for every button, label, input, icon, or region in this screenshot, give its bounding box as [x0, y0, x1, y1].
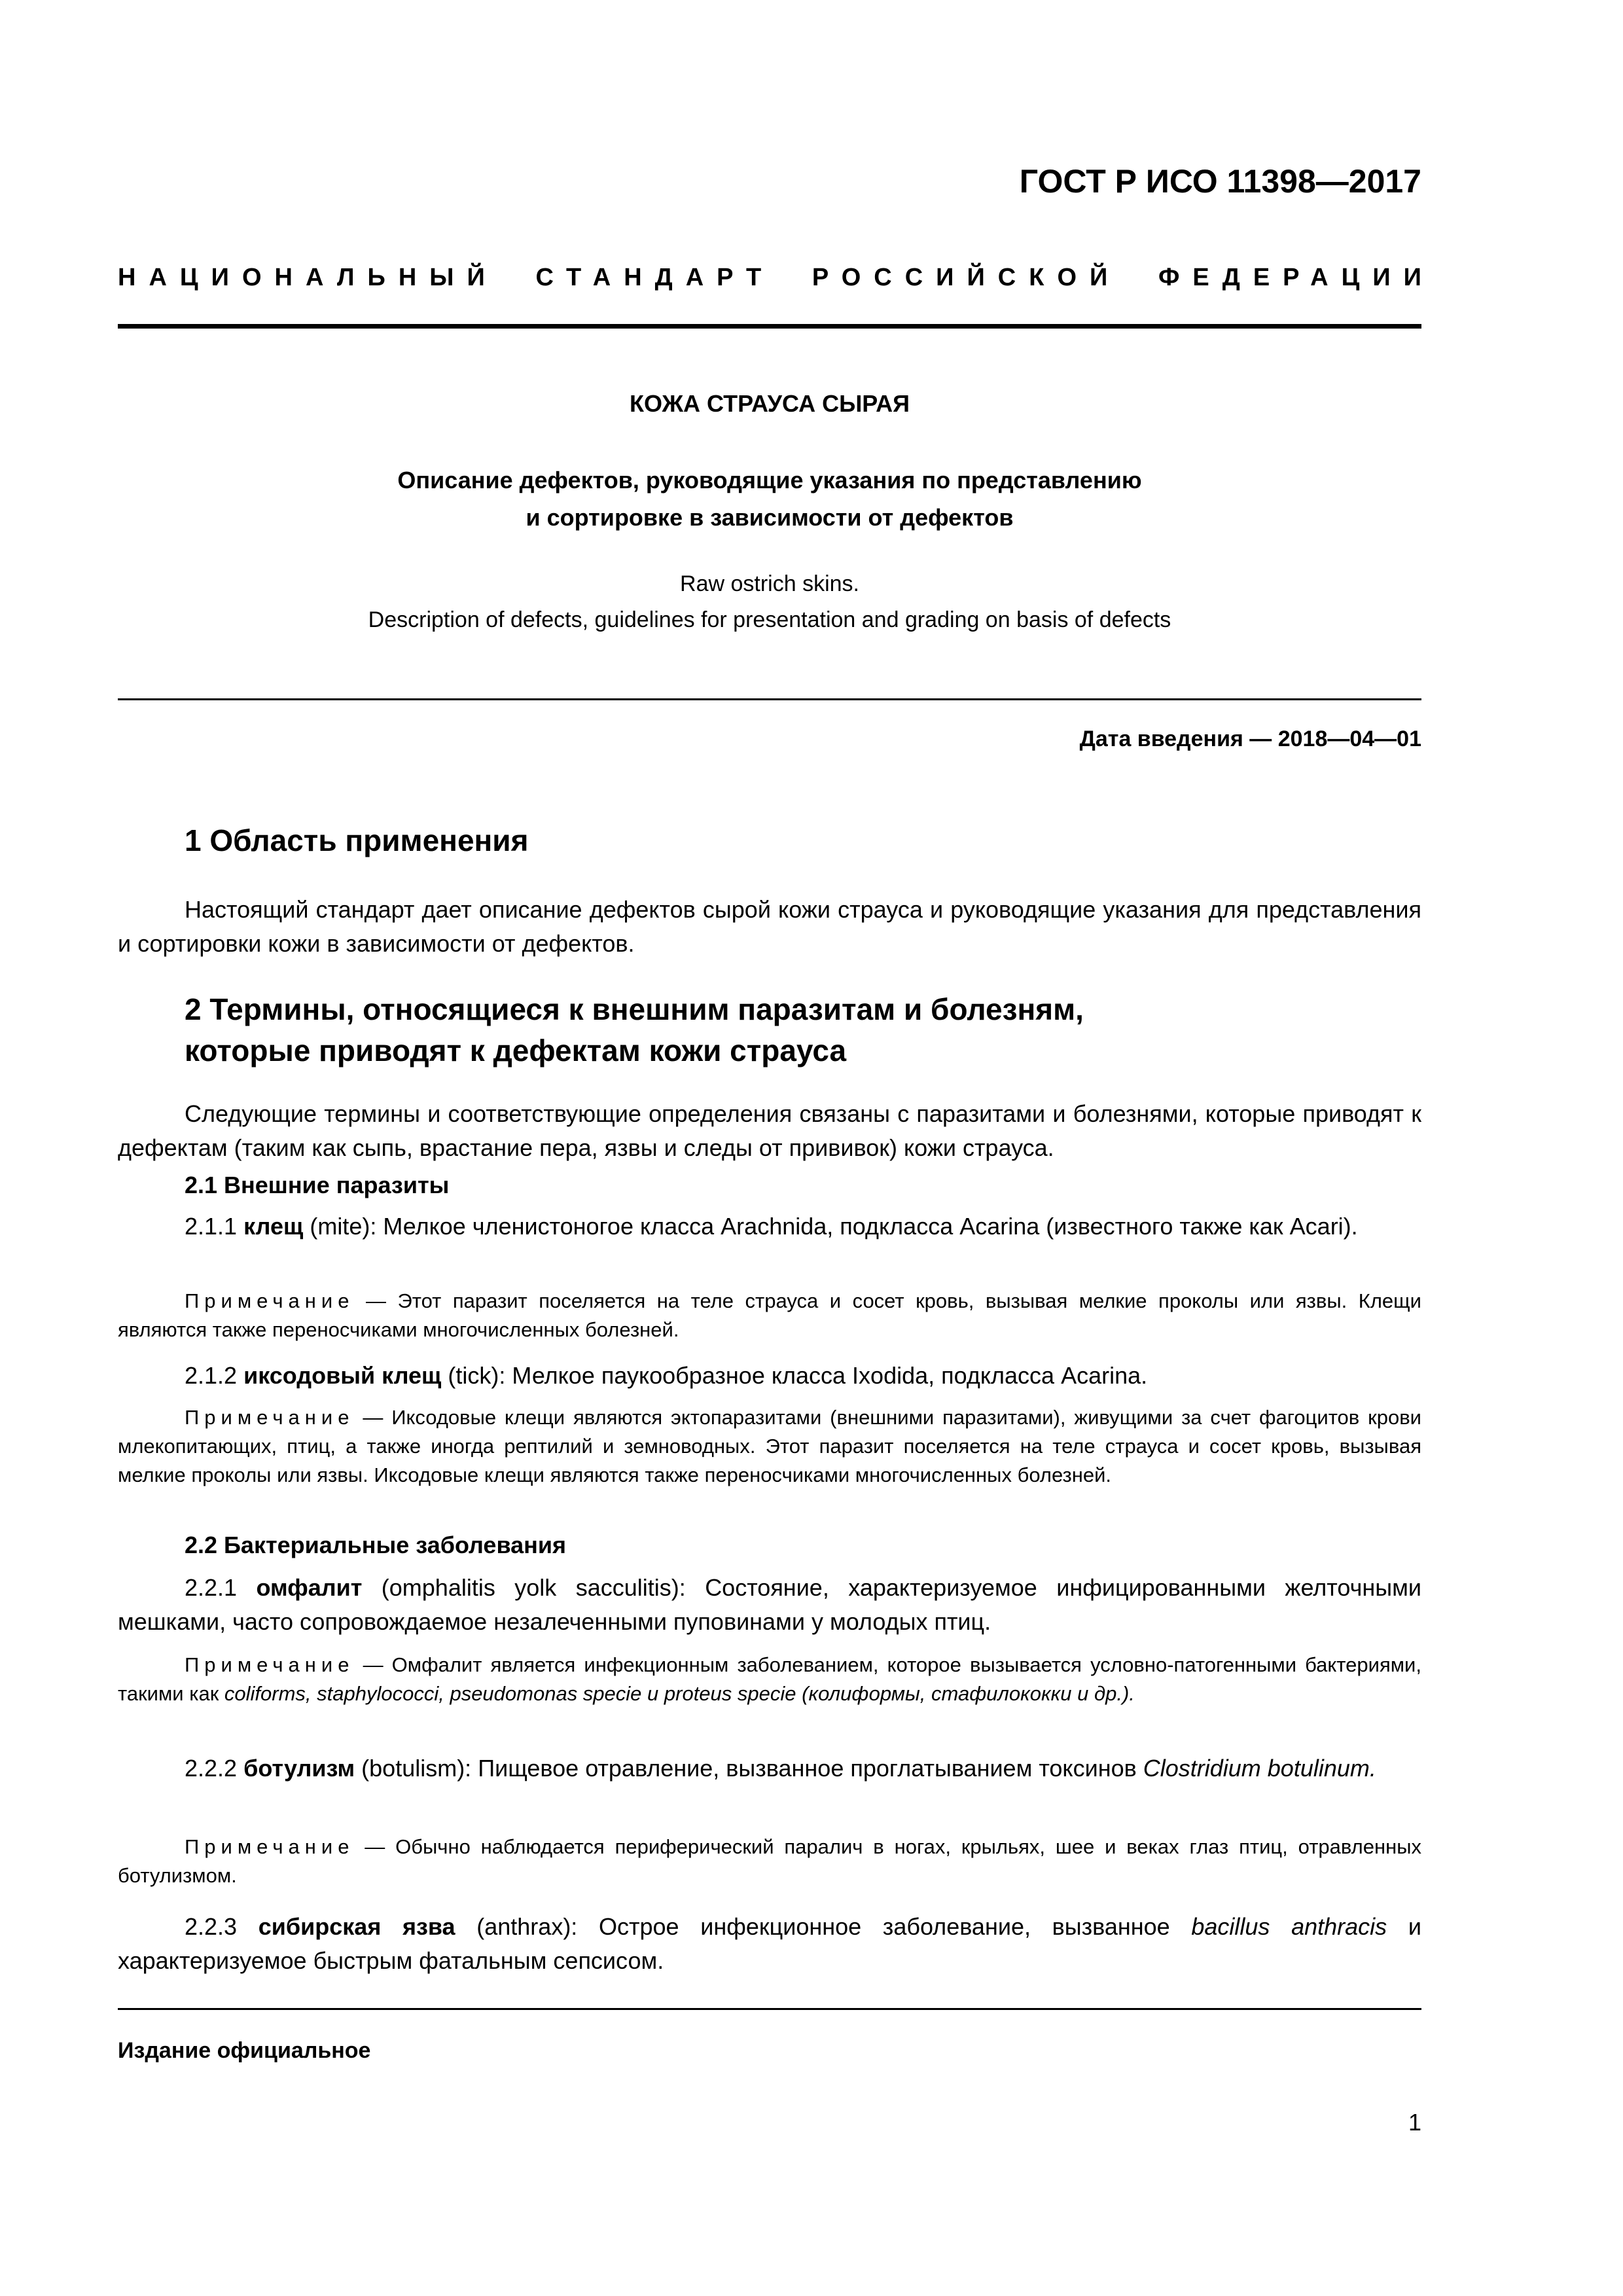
- note-text: — Обычно наблюдается периферический паралич в ногах, крыльях, шее и веках глаз птиц, отравленных ботулизмом.: [118, 1835, 1421, 1887]
- note-text: — Этот паразит поселяется на теле страуса и сосет кровь, вызывая мелкие проколы или язвы. Клещи являются также переносчиками многочисленных болезней.: [118, 1289, 1421, 1341]
- term-number: 2.2.3: [185, 1913, 238, 1940]
- term-name: клещ: [243, 1213, 304, 1240]
- english-title-line: Raw ostrich skins.: [680, 571, 859, 596]
- term-name: ботулизм: [243, 1755, 355, 1782]
- note-label: Примечание: [185, 1835, 355, 1858]
- term-english: (anthrax):: [476, 1913, 578, 1940]
- section-2-intro: [118, 1097, 1421, 1165]
- subtitle-line: и сортировке в зависимости от дефектов: [526, 504, 1014, 531]
- banner-word: НАЦИОНАЛЬНЫЙ: [118, 264, 498, 291]
- note-label: Примечание: [185, 1289, 355, 1312]
- national-standard-banner: [118, 264, 1435, 292]
- note-2-2-2: [118, 1833, 1421, 1890]
- term-definition: Мелкое паукообразное класса Ixodida, подкласса Acarina.: [512, 1362, 1148, 1389]
- term-2-1-2: [118, 1359, 1421, 1393]
- term-2-2-1: [118, 1571, 1421, 1639]
- page-number: 1: [1408, 2109, 1421, 2136]
- term-2-2-2: [118, 1751, 1421, 1785]
- subsection-2-2-heading: 2.2 Бактериальные заболевания: [185, 1532, 567, 1558]
- term-number: 2.2.2: [185, 1755, 238, 1782]
- term-name: сибирская язва: [258, 1913, 455, 1940]
- term-definition: Состояние, характеризуемое инфицированными желточными мешками, часто сопровождаемое незалеченными пуповинами у молодых птиц.: [118, 1574, 1421, 1635]
- official-edition-label: Издание официальное: [118, 2038, 371, 2063]
- section-2-heading: [185, 989, 1084, 1071]
- term-2-1-1: [118, 1210, 1421, 1244]
- section-2-intro-text: Следующие термины и соответствующие определения связаны с паразитами и болезнями, которые приводят к дефектам (таким как сыпь, врастание пера, язвы и следы от прививок) кожи страуса.: [118, 1100, 1421, 1161]
- section-1-text: [118, 893, 1421, 961]
- term-definition: Острое инфекционное заболевание, вызванное: [598, 1913, 1170, 1940]
- banner-word: СТАНДАРТ: [535, 264, 775, 291]
- term-2-2-3: [118, 1910, 1421, 1978]
- section-1-paragraph: Настоящий стандарт дает описание дефектов сырой кожи страуса и руководящие указания для представления и сортировки кожи в зависимости от дефектов.: [118, 896, 1421, 957]
- subsection-2-1-heading: 2.1 Внешние паразиты: [185, 1172, 450, 1198]
- term-name: иксодовый клещ: [243, 1362, 442, 1389]
- section-1-heading: 1 Область применения: [185, 823, 529, 857]
- document-title: КОЖА СТРАУСА СЫРАЯ: [629, 390, 910, 417]
- footer-divider: [118, 2008, 1421, 2010]
- term-number: 2.1.1: [185, 1213, 238, 1240]
- term-definition-continued: и характеризуемое быстрым фатальным сепсисом.: [118, 1913, 1421, 1974]
- term-english: (tick):: [448, 1362, 506, 1389]
- term-name: омфалит: [256, 1574, 363, 1601]
- english-title: [118, 566, 1421, 638]
- section-2-heading-line: 2 Термины, относящиеся к внешним паразитам и болезням,: [185, 992, 1084, 1026]
- term-english: (omphalitis yolk sacculitis):: [381, 1574, 686, 1601]
- note-text: — Иксодовые клещи являются эктопаразитами (внешними паразитами), живущими за счет фагоцитов крови млекопитающих, птиц, а также иногда рептилий и земноводных. Этот паразит поселяется на теле страуса и сосет кровь, вызывая мелкие проколы или язвы. Иксодовые клещи являются также переносчиками многочисленных болезней.: [118, 1406, 1421, 1486]
- document-subtitle: [118, 461, 1421, 536]
- term-english: (mite):: [310, 1213, 377, 1240]
- header-divider: [118, 324, 1421, 329]
- document-number: ГОСТ Р ИСО 11398—2017: [1019, 163, 1421, 200]
- english-title-line: Description of defects, guidelines for presentation and grading on basis of defects: [368, 607, 1171, 632]
- banner-word: РОССИЙСКОЙ: [812, 264, 1121, 291]
- note-label: Примечание: [185, 1653, 355, 1676]
- note-2-1-2: [118, 1403, 1421, 1490]
- note-2-1-1: [118, 1287, 1421, 1344]
- note-label: Примечание: [185, 1406, 355, 1429]
- subtitle-line: Описание дефектов, руководящие указания по представлению: [397, 467, 1142, 493]
- term-number: 2.1.2: [185, 1362, 238, 1389]
- note-text-italic: coliforms, staphylococci, pseudomonas specie u proteus specie (колиформы, стафилококки и др.).: [224, 1682, 1135, 1705]
- term-definition: Мелкое членистоногое класса Arachnida, подкласса Acarina (известного также как Acari).: [383, 1213, 1358, 1240]
- term-definition-italic: bacillus anthracis: [1191, 1913, 1387, 1940]
- term-definition: Пищевое отравление, вызванное проглатыванием токсинов: [478, 1755, 1137, 1782]
- note-text: — Омфалит является инфекционным заболеванием, которое вызывается условно-патогенными бактериями, такими как: [118, 1653, 1421, 1705]
- banner-word: ФЕДЕРАЦИИ: [1158, 264, 1435, 291]
- term-number: 2.2.1: [185, 1574, 238, 1601]
- note-2-2-1: [118, 1651, 1421, 1708]
- title-divider: [118, 698, 1421, 700]
- section-2-heading-line: которые приводят к дефектам кожи страуса: [185, 1033, 847, 1067]
- term-english: (botulism):: [361, 1755, 472, 1782]
- introduction-date: Дата введения — 2018—04—01: [1079, 726, 1421, 751]
- term-definition-italic: Clostridium botulinum.: [1143, 1755, 1376, 1782]
